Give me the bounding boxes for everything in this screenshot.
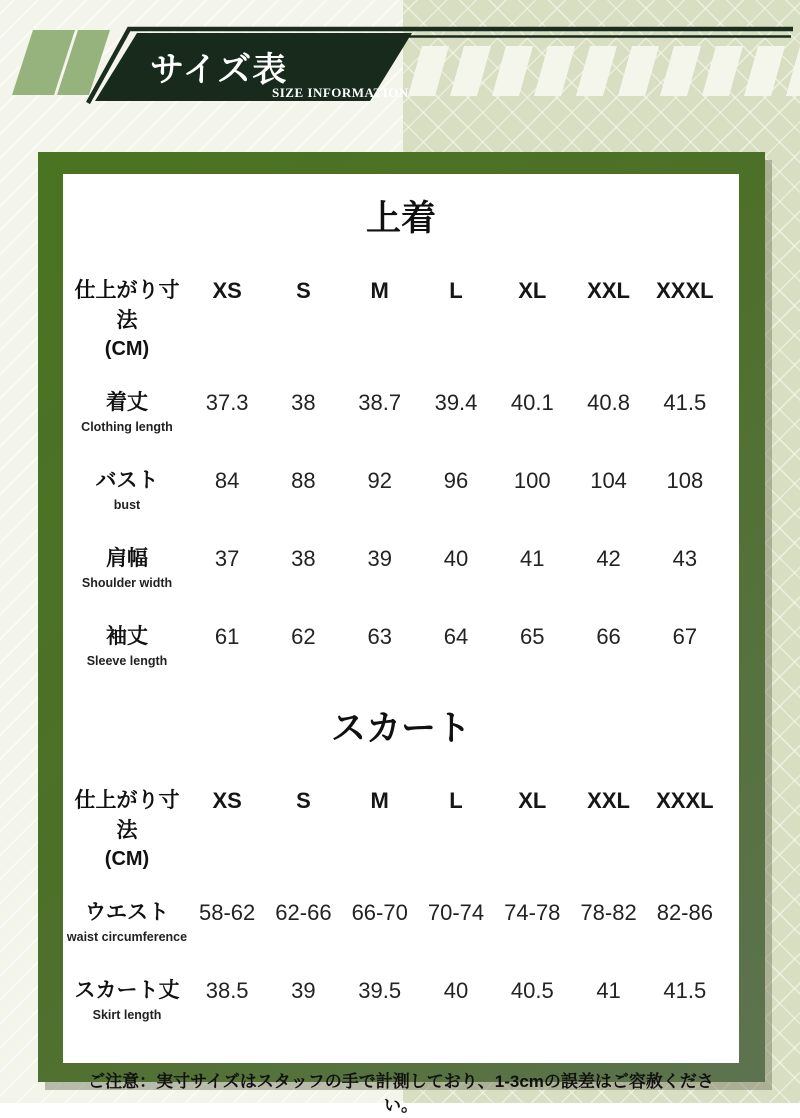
table-row — [63, 544, 739, 592]
size-value: 96 — [443, 468, 469, 493]
size-value: 42 — [596, 546, 621, 571]
size-column-header: S — [296, 788, 311, 813]
size-value: 41 — [596, 978, 621, 1003]
size-value: 41.5 — [663, 390, 707, 415]
size-column-header: L — [449, 278, 463, 303]
row-label: 着丈 — [106, 391, 148, 414]
row-label: 袖丈 — [106, 625, 148, 648]
table-row — [63, 976, 739, 1024]
size-value: 39 — [291, 978, 316, 1003]
size-value: 40.5 — [510, 978, 554, 1003]
row-label-cell — [65, 466, 189, 514]
row-label-cell — [65, 544, 189, 592]
size-value: 37 — [214, 546, 240, 571]
table-row — [63, 622, 739, 670]
size-value: 78-82 — [580, 900, 637, 925]
size-value: 62 — [291, 624, 316, 649]
size-value: 43 — [672, 546, 698, 571]
section-title-skirt: スカート — [330, 709, 471, 748]
size-value: 58-62 — [199, 900, 256, 925]
row-label-cell — [65, 622, 189, 670]
row-label-en: Clothing length — [81, 420, 173, 434]
size-chart-panel-inner — [63, 174, 739, 1115]
section-title-tops: 上着 — [365, 199, 436, 238]
table-header-row — [63, 276, 739, 362]
table-row — [63, 388, 739, 436]
size-column-header: XXL — [587, 278, 630, 303]
measurement-note: ご注意：実寸サイズはスタッフの手で計測しており、1-3cmの誤差はご容赦ください。 — [88, 1072, 714, 1115]
size-column-header: L — [449, 788, 463, 813]
row-label: 肩幅 — [106, 547, 148, 570]
size-column-header: XS — [212, 788, 242, 813]
size-value: 61 — [214, 624, 240, 649]
size-value: 38 — [291, 390, 316, 415]
size-value: 40.8 — [587, 390, 630, 415]
row-label-cell — [65, 898, 189, 946]
size-value: 38 — [291, 546, 316, 571]
row-label: スカート丈 — [74, 979, 180, 1002]
page-title: サイズ表 — [150, 52, 288, 89]
size-column-header: XL — [518, 788, 547, 813]
size-value: 100 — [513, 468, 551, 493]
size-column-header: XS — [212, 278, 242, 303]
row-label-en: bust — [113, 498, 141, 512]
measure-header-unit: (CM) — [104, 338, 150, 360]
header-white-stripes — [408, 46, 800, 96]
page-subtitle: SIZE INFORMATION — [272, 85, 409, 100]
size-table-skirt — [63, 786, 739, 1024]
size-value: 63 — [367, 624, 392, 649]
measure-header-cell — [65, 786, 189, 872]
table-row — [63, 466, 739, 514]
measure-header-label: 仕上がり寸法 — [74, 279, 180, 332]
row-label-en: Sleeve length — [86, 654, 168, 668]
size-value: 108 — [666, 468, 704, 493]
size-value: 41 — [520, 546, 545, 571]
size-column-header: M — [370, 278, 389, 303]
size-value: 74-78 — [504, 900, 561, 925]
size-value: 40 — [443, 978, 469, 1003]
size-column-header: M — [370, 788, 389, 813]
size-value: 39 — [367, 546, 392, 571]
row-label: ウエスト — [85, 901, 169, 924]
row-label: バスト — [95, 469, 159, 492]
size-chart-panel — [38, 152, 765, 1115]
row-label-cell — [65, 388, 189, 436]
size-value: 38.7 — [358, 390, 402, 415]
measure-header-cell — [65, 276, 189, 362]
size-value: 84 — [214, 468, 240, 493]
size-value: 67 — [672, 624, 698, 649]
measure-header-label: 仕上がり寸法 — [74, 789, 180, 842]
size-value: 40.1 — [510, 390, 554, 415]
size-table-tops — [63, 276, 739, 670]
size-value: 70-74 — [427, 900, 485, 925]
size-column-header: S — [296, 278, 311, 303]
size-value: 104 — [590, 468, 627, 493]
row-label-cell — [65, 976, 189, 1024]
size-value: 92 — [367, 468, 392, 493]
size-value: 65 — [520, 624, 545, 649]
table-header-row — [63, 786, 739, 872]
size-value: 66-70 — [351, 900, 408, 925]
size-value: 41.5 — [663, 978, 707, 1003]
size-column-header: XXL — [587, 788, 630, 813]
size-column-header: XXXL — [656, 788, 714, 813]
row-label-en: Skirt length — [92, 1008, 162, 1022]
size-column-header: XXXL — [656, 278, 714, 303]
size-value: 64 — [443, 624, 469, 649]
row-label-en: waist circumference — [66, 930, 188, 944]
size-value: 37.3 — [205, 390, 249, 415]
size-value: 82-86 — [656, 900, 713, 925]
size-value: 88 — [291, 468, 316, 493]
size-value: 40 — [443, 546, 469, 571]
size-value: 62-66 — [275, 900, 332, 925]
measure-header-unit: (CM) — [104, 848, 150, 870]
table-row — [63, 898, 739, 946]
size-value: 39.4 — [434, 390, 478, 415]
size-info-header — [0, 0, 800, 130]
size-value: 38.5 — [205, 978, 249, 1003]
size-column-header: XL — [518, 278, 547, 303]
size-value: 66 — [596, 624, 621, 649]
row-label-en: Shoulder width — [81, 576, 173, 590]
size-value: 39.5 — [358, 978, 402, 1003]
